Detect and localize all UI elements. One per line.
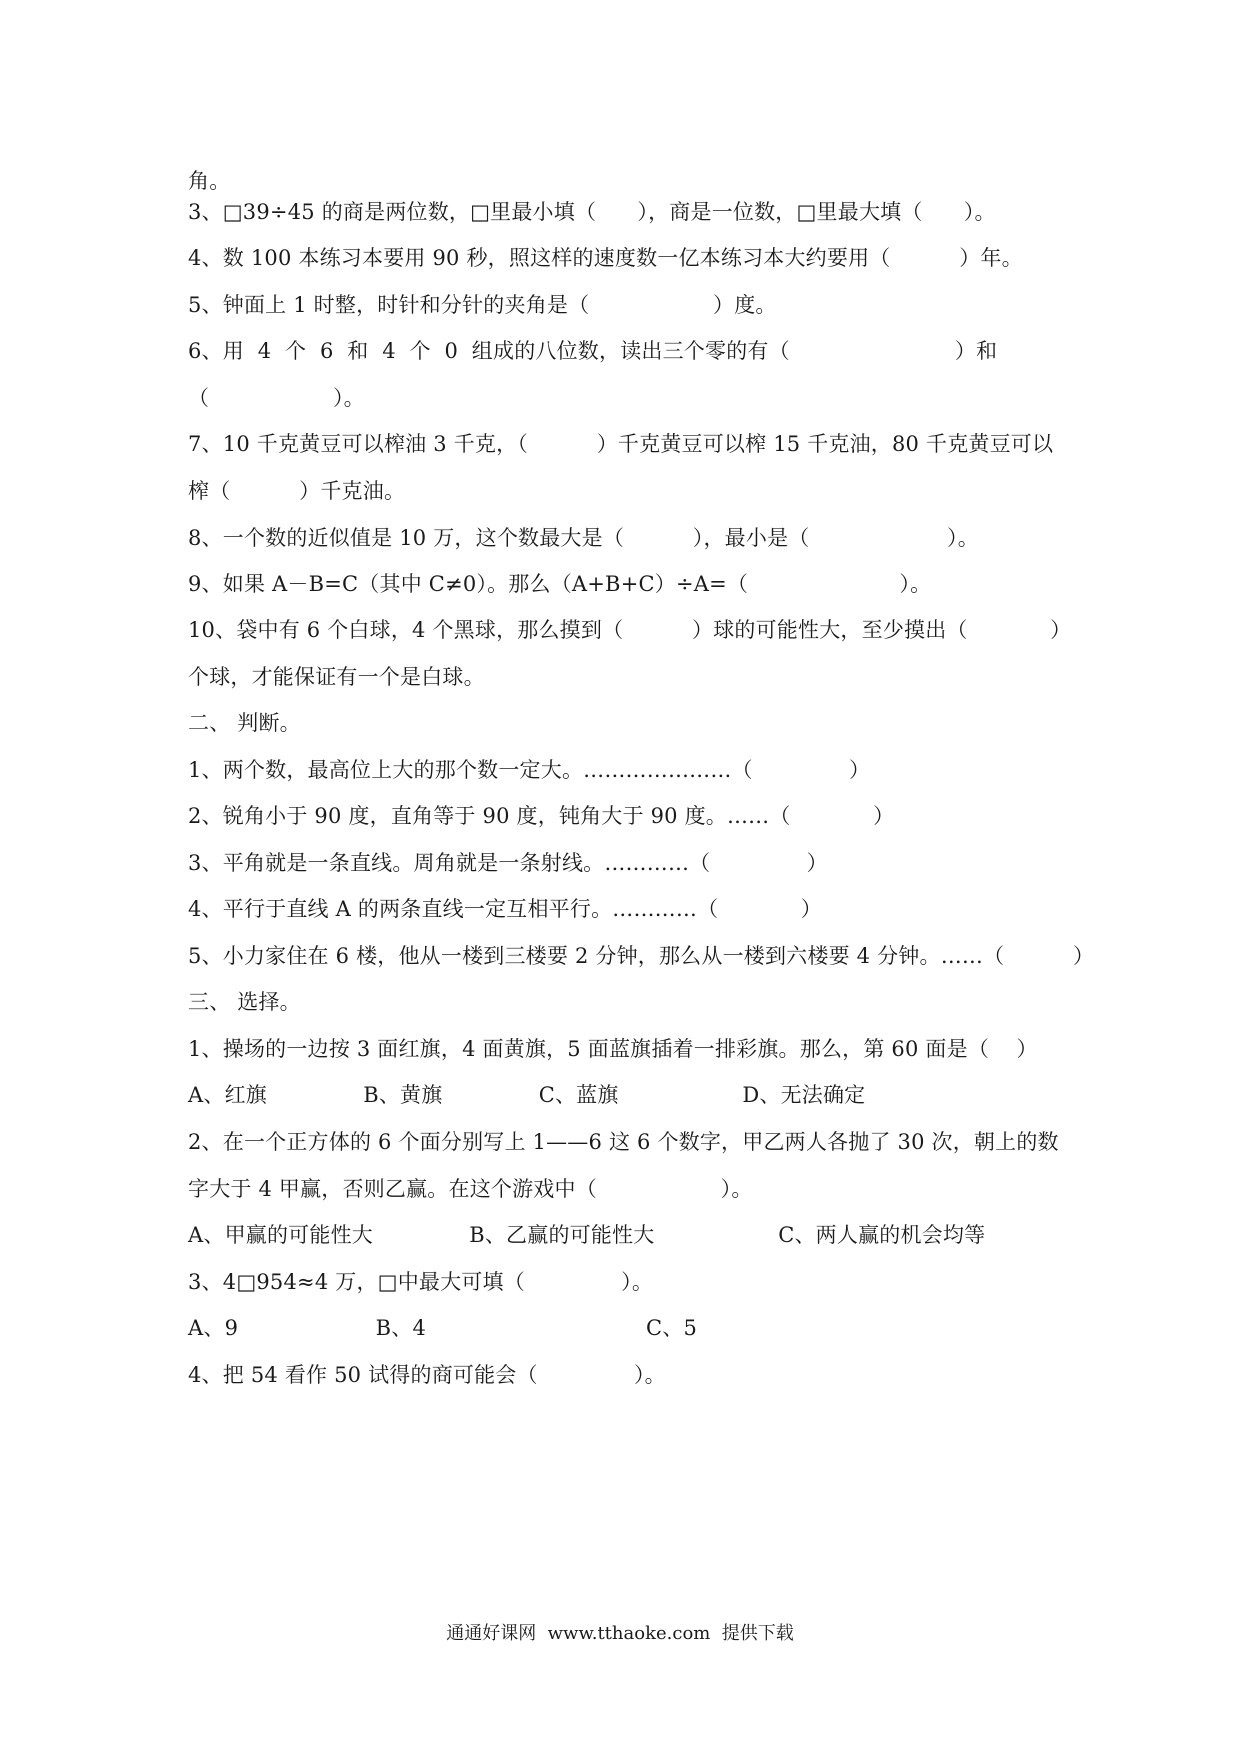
question-judge-5: 5、小力家住在 6 楼，他从一楼到三楼要 2 分钟，那么从一楼到六楼要 4 分钟。……（ ） <box>188 944 1095 968</box>
question-fill-3: 3、□39÷45 的商是两位数，□里最小填（ ），商是一位数，□里最大填（ ）。 <box>188 200 996 224</box>
options-choice-2: A、甲赢的可能性大 B、乙赢的可能性大 C、两人赢的机会均等 <box>188 1223 986 1247</box>
options-choice-1: A、红旗 B、黄旗 C、蓝旗 D、无法确定 <box>188 1083 866 1107</box>
question-choice-1: 1、操场的一边按 3 面红旗，4 面黄旗，5 面蓝旗插着一排彩旗。那么，第 60 面是（ ） <box>188 1037 1038 1061</box>
question-judge-1: 1、两个数，最高位上大的那个数一定大。…………………（ ） <box>188 758 871 782</box>
page-footer: 通通好课网 www.tthaoke.com 提供下载 <box>446 1623 794 1644</box>
question-judge-4: 4、平行于直线 A 的两条直线一定互相平行。…………（ ） <box>188 897 822 921</box>
question-fill-7: 7、10 千克黄豆可以榨油 3 千克，（ ）千克黄豆可以榨 15 千克油，80 千克黄豆可以 <box>188 432 1054 456</box>
section-heading-choice: 三、 选择。 <box>188 990 301 1014</box>
question-fill-9: 9、如果 A－B=C（其中 C≠0）。那么（A+B+C）÷A=（ ）。 <box>188 572 932 596</box>
question-fill-10: 10、袋中有 6 个白球，4 个黑球，那么摸到（ ）球的可能性大，至少摸出（ ） <box>188 618 1072 642</box>
question-fill-7-cont: 榨（ ）千克油。 <box>188 479 406 503</box>
question-judge-2: 2、锐角小于 90 度，直角等于 90 度，钝角大于 90 度。……（ ） <box>188 804 895 828</box>
question-judge-3: 3、平角就是一条直线。周角就是一条射线。…………（ ） <box>188 851 828 875</box>
options-choice-3: A、9 B、4 C、5 <box>188 1316 698 1340</box>
question-fill-6: 6、用 4 个 6 和 4 个 0 组成的八位数，读出三个零的有（ ）和 <box>188 339 998 363</box>
question-fill-10-cont: 个球，才能保证有一个是白球。 <box>188 665 485 689</box>
question-fill-8: 8、一个数的近似值是 10 万，这个数最大是（ ），最小是（ ）。 <box>188 526 979 550</box>
question-choice-4: 4、把 54 看作 50 试得的商可能会（ ）。 <box>188 1363 666 1387</box>
question-choice-3: 3、4□954≈4 万，□中最大可填（ ）。 <box>188 1270 654 1294</box>
section-heading-judge: 二、 判断。 <box>188 711 301 735</box>
text-line: 角。 <box>188 169 231 193</box>
question-fill-4: 4、数 100 本练习本要用 90 秒，照这样的速度数一亿本练习本大约要用（ ）年。 <box>188 246 1023 270</box>
question-fill-5: 5、钟面上 1 时整，时针和分针的夹角是（ ）度。 <box>188 293 777 317</box>
question-fill-6-cont: （ ）。 <box>188 386 365 410</box>
question-choice-2-cont: 字大于 4 甲赢，否则乙赢。在这个游戏中（ ）。 <box>188 1177 753 1201</box>
question-choice-2: 2、在一个正方体的 6 个面分别写上 1——6 这 6 个数字，甲乙两人各抛了 30 次，朝上的数 <box>188 1130 1059 1154</box>
